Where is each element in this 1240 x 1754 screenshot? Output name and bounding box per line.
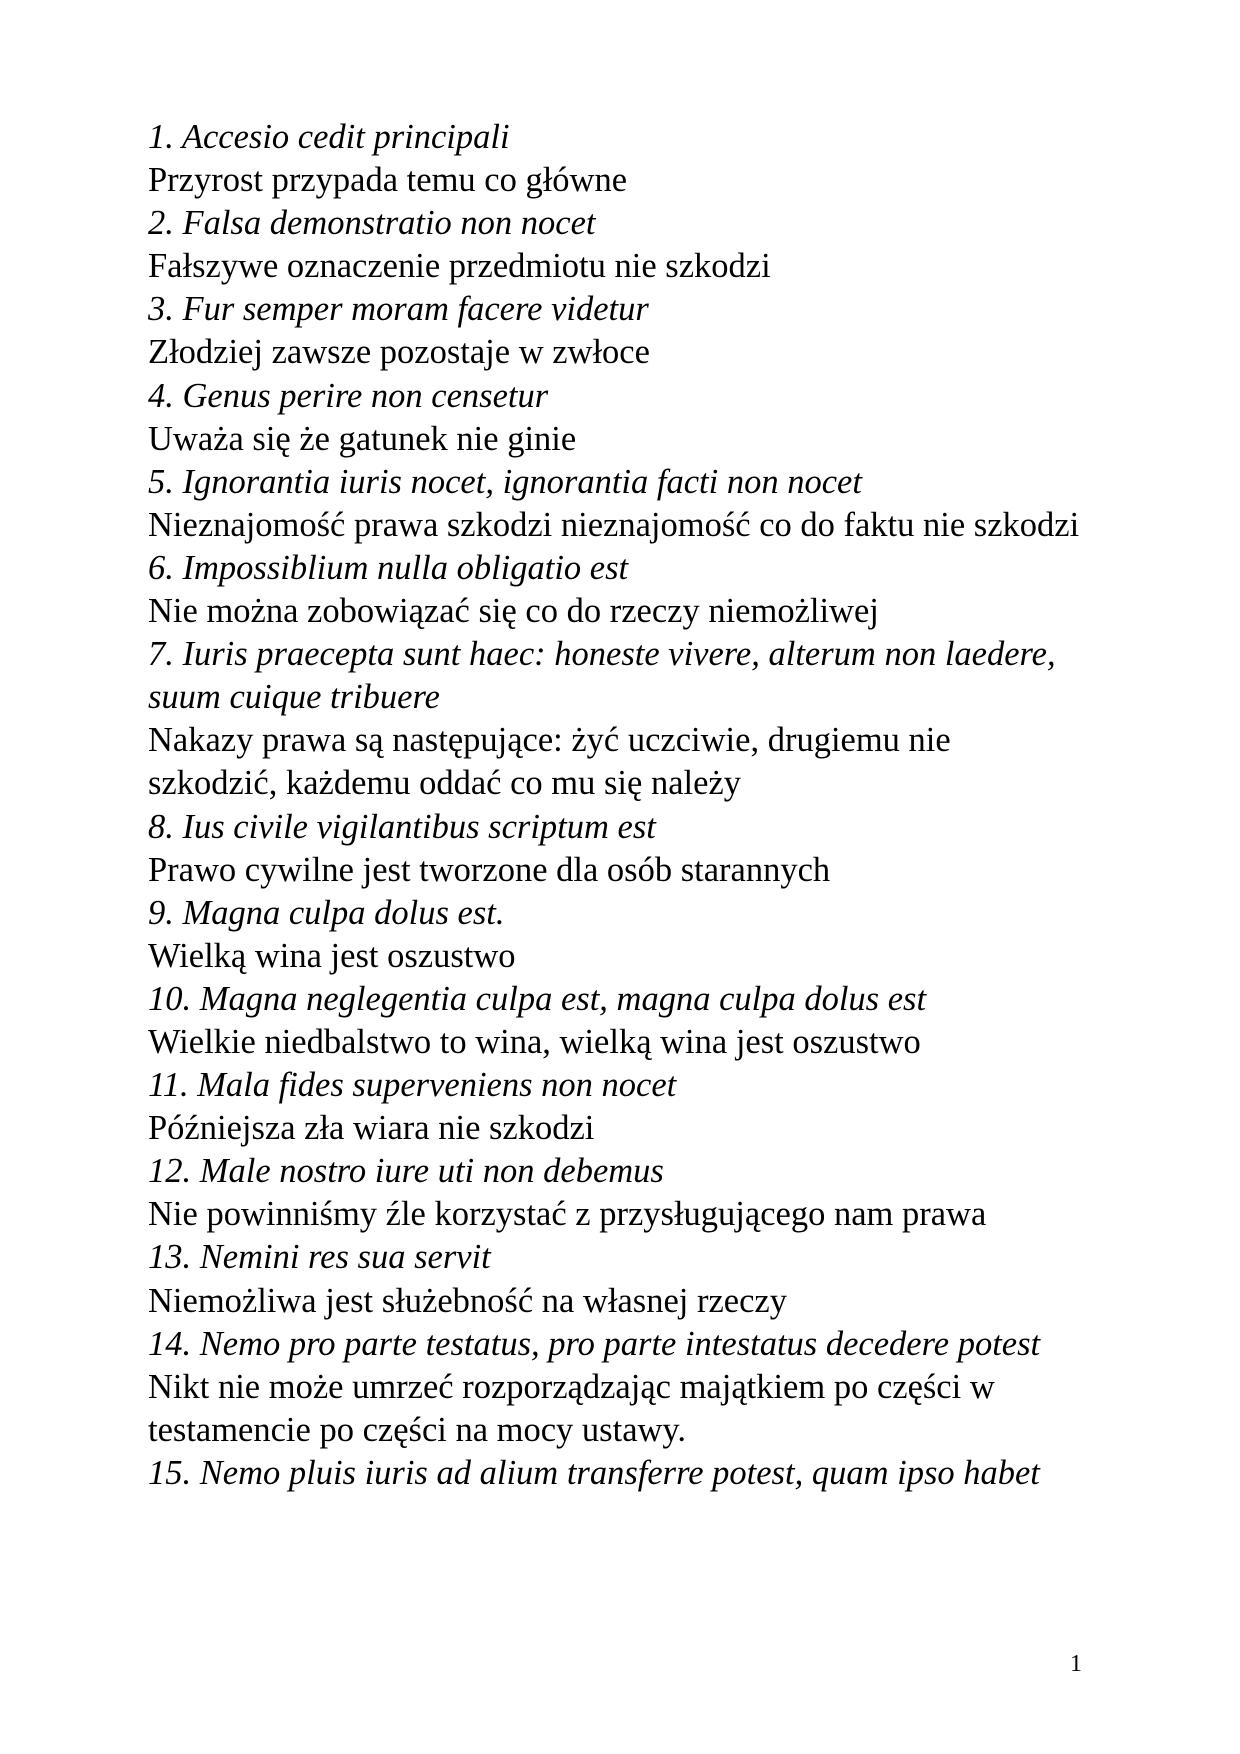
maxim-translation: Nie można zobowiązać się co do rzeczy niemożliwej (148, 592, 879, 631)
maxim-translation: Przyrost przypada temu co główne (148, 161, 628, 200)
maxim-translation: Prawo cywilne jest tworzone dla osób starannych (148, 850, 831, 889)
maxim-translation: Nieznajomość prawa szkodzi nieznajomość co do faktu nie szkodzi (148, 505, 1080, 544)
maxim-latin: 11. Mala fides superveniens non nocet (148, 1066, 677, 1105)
maxim-translation: Wielką wina jest oszustwo (148, 936, 516, 975)
maxim-translation: Nakazy prawa są następujące: żyć uczciwie, drugiemu nie szkodzić, każdemu oddać co mu się należy (148, 721, 951, 803)
maxim-latin: 15. Nemo pluis iuris ad alium transferre potest, quam ipso habet (148, 1453, 1040, 1492)
maxim-translation: Wielkie niedbalstwo to wina, wielką wina jest oszustwo (148, 1022, 921, 1061)
maxim-latin: 6. Impossiblium nulla obligatio est (148, 548, 629, 587)
maxim-latin: 7. Iuris praecepta sunt haec: honeste vivere, alterum non laedere, suum cuique tribuere (148, 635, 1056, 717)
page-number: 1 (1070, 1651, 1082, 1677)
maxim-latin: 4. Genus perire non censetur (148, 376, 549, 415)
maxim-latin: 2. Falsa demonstratio non nocet (148, 204, 596, 243)
maxim-translation: Uważa się że gatunek nie ginie (148, 419, 577, 458)
maxim-latin: 13. Nemini res sua servit (148, 1238, 491, 1277)
maxim-latin: 5. Ignorantia iuris nocet, ignorantia facti non nocet (148, 462, 862, 501)
maxims-list (148, 116, 1088, 1495)
maxim-translation: Nikt nie może umrzeć rozporządzając majątkiem po części w testamencie po części na mocy ustawy. (148, 1367, 995, 1449)
maxim-latin: 3. Fur semper moram facere videtur (148, 290, 649, 329)
maxim-latin: 1. Accesio cedit principali (148, 118, 510, 156)
maxim-translation: Nie powinniśmy źle korzystać z przysługującego nam prawa (148, 1195, 987, 1234)
maxim-latin: 10. Magna neglegentia culpa est, magna culpa dolus est (148, 979, 927, 1018)
maxim-latin: 12. Male nostro iure uti non debemus (148, 1152, 664, 1191)
maxim-latin: 8. Ius civile vigilantibus scriptum est (148, 807, 656, 846)
maxim-latin: 14. Nemo pro parte testatus, pro parte intestatus decedere potest (148, 1324, 1041, 1363)
maxim-translation: Złodziej zawsze pozostaje w zwłoce (148, 333, 650, 372)
maxim-translation: Niemożliwa jest służebność na własnej rzeczy (148, 1281, 787, 1320)
maxim-latin: 9. Magna culpa dolus est. (148, 893, 505, 932)
maxim-translation: Fałszywe oznaczenie przedmiotu nie szkodzi (148, 247, 771, 286)
maxim-translation: Późniejsza zła wiara nie szkodzi (148, 1109, 595, 1148)
